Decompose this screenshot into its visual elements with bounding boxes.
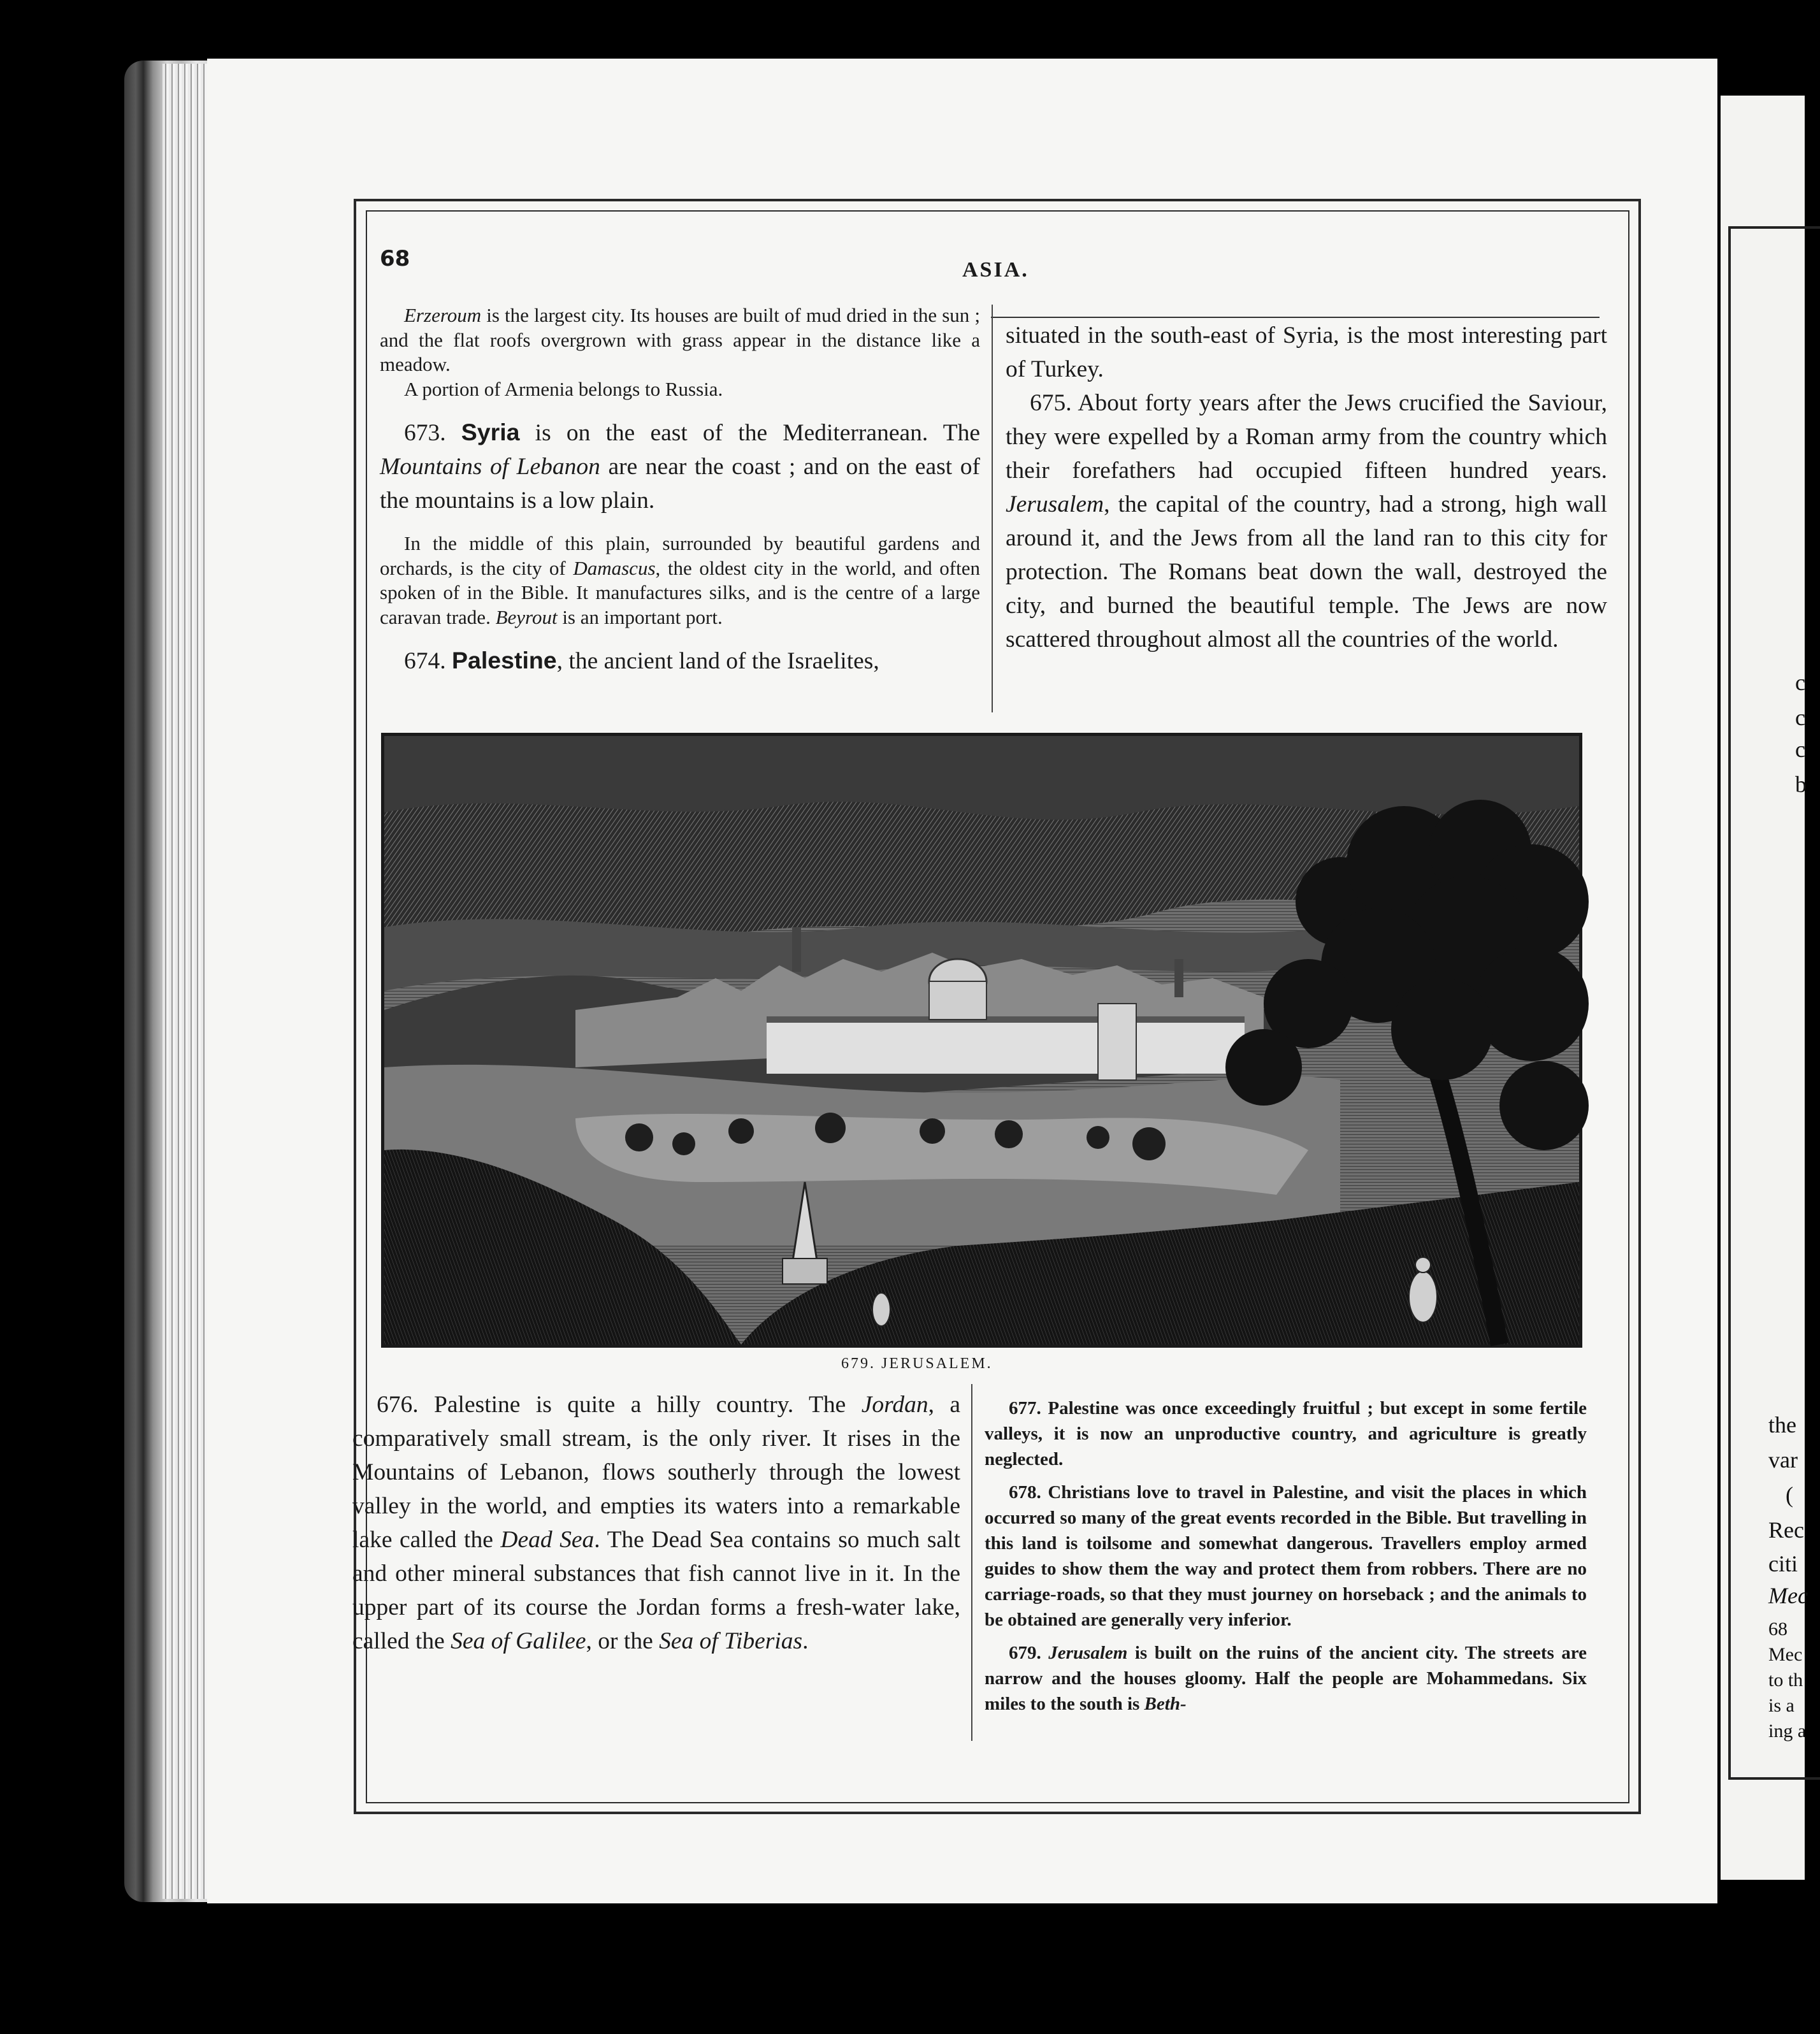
section-677: [985, 1396, 1587, 1472]
italic-term: Dead Sea: [500, 1527, 595, 1553]
italic-term: Jerusalem: [1006, 491, 1104, 517]
paragraph-erzeroum: [380, 303, 980, 377]
engraving-illustration: [384, 736, 1579, 1345]
section-number: 679.: [1009, 1643, 1041, 1663]
column-divider-top: [992, 305, 993, 712]
next-page-fragment: 68: [1768, 1619, 1787, 1640]
next-page-fragment: c: [1795, 670, 1805, 695]
page-number: 68: [380, 246, 410, 271]
next-page-fragment: c: [1795, 737, 1805, 762]
running-head: ASIA.: [962, 258, 1029, 282]
section-heading: Syria: [461, 419, 520, 445]
next-page-fragment: to th: [1768, 1670, 1803, 1691]
paragraph-text: , the ancient land of the Israelites,: [556, 648, 879, 674]
section-number: 673.: [404, 420, 446, 446]
next-page-fragment: is a: [1768, 1695, 1795, 1716]
paragraph-text: is an important port.: [557, 605, 723, 628]
paragraph-damascus: [380, 531, 980, 630]
section-679: [985, 1640, 1587, 1717]
section-number: 676.: [377, 1392, 419, 1418]
header-rule: [991, 317, 1600, 318]
next-page-fragment: c: [1795, 705, 1805, 730]
next-page-fragment: var: [1768, 1447, 1798, 1473]
section-number: 677.: [1009, 1398, 1041, 1418]
italic-term: Beth-: [1144, 1694, 1187, 1714]
figure-caption: 679. JERUSALEM.: [841, 1355, 993, 1372]
paragraph-text: In the middle of this plain, surrounded by beautiful gardens and orchards, is the city of: [380, 532, 980, 579]
paragraph-text: , the oldest city in the world, and often spoken of in the Bible. It manufactures silks, and is the centre of a large caravan trade.: [380, 556, 980, 628]
next-page-fragment: Mec: [1768, 1583, 1808, 1608]
next-page-fragment: the: [1768, 1412, 1796, 1438]
right-column-top: [1006, 319, 1607, 656]
italic-term: Mountains of Lebanon: [380, 454, 600, 480]
paragraph-text: Christians love to travel in Palestine, and visit the places in which occurred so many of the great events recorded in the Bible. But travelling in this land is toilsome and somewhat dangerous. Travellers employ armed guides to show them the way and protect them from robbers. There are no carriage-roads, so that they must journey on horseback ; and the animals to be obtained are generally very inferior.: [985, 1482, 1587, 1630]
paragraph-text: , or the: [586, 1628, 660, 1654]
section-675: [1006, 386, 1607, 656]
section-number: 675.: [1030, 390, 1072, 416]
next-page-fragment: Mec: [1768, 1644, 1803, 1665]
city-name: Damascus: [573, 556, 656, 579]
section-673: [380, 415, 980, 517]
city-name: Erzeroum: [404, 304, 482, 326]
next-page-fragment: (: [1786, 1482, 1793, 1508]
section-number: 678.: [1009, 1482, 1041, 1503]
section-674-continued: situated in the south-east of Syria, is the most interesting part of Turkey.: [1006, 322, 1607, 382]
section-number: 674.: [404, 648, 446, 674]
paragraph-text: , the capital of the country, had a strong, high wall around it, and the Jews from all the land ran to this city for protection. The Romans beat down the wall, destroyed the city, and burned the beautiful temple. The Jews are now scattered throughout almost all the countries of the world.: [1006, 491, 1607, 653]
paragraph-armenia: A portion of Armenia belongs to Russia.: [404, 377, 723, 400]
paragraph-text: Palestine was once exceedingly fruitful ; but except in some fertile valleys, it is now an unproductive country, and agriculture is greatly neglected.: [985, 1398, 1587, 1469]
italic-term: Jordan: [861, 1392, 928, 1418]
section-678: [985, 1480, 1587, 1633]
paragraph-text: . The Dead Sea contains so much salt and other mineral substances that fish cannot live in it. In the upper part of its course the Jordan forms a fresh-water lake, called the: [352, 1527, 960, 1654]
left-column-top: [380, 303, 980, 678]
paragraph-text: .: [802, 1628, 809, 1654]
paragraph-text: is built on the ruins of the ancient city. The streets are narrow and the houses gloomy. Half the people are Mohammedans. Six miles to the south is: [985, 1643, 1587, 1714]
next-page-fragment: Rec: [1768, 1517, 1804, 1543]
column-divider-bottom: [971, 1384, 972, 1741]
page-stack-edges: [162, 64, 210, 1899]
section-674: [380, 644, 980, 678]
paragraph-text: is the largest city. Its houses are built of mud dried in the sun ; and the flat roofs overgrown with grass appear in the distance like a meadow.: [380, 304, 980, 375]
right-column-bottom: [985, 1396, 1587, 1717]
next-page-fragment: ing a: [1768, 1720, 1807, 1742]
next-page-border: [1728, 226, 1820, 1780]
section-heading: Palestine: [452, 647, 557, 674]
next-page-edge: [1721, 96, 1808, 1880]
paragraph-text: About forty years after the Jews crucified the Saviour, they were expelled by a Roman army from the country which their forefathers had occupied fifteen hundred years.: [1006, 390, 1608, 484]
left-column-bottom: [352, 1388, 960, 1658]
next-page-fragment: b: [1795, 772, 1807, 797]
paragraph-text: , a comparatively small stream, is the only river. It rises in the Mountains of Lebanon, flows southerly through the lowest valley in the world, and empties its waters into a remarkable lake called the: [352, 1392, 960, 1553]
italic-term: Sea of Galilee: [451, 1628, 586, 1654]
jerusalem-engraving: [381, 733, 1582, 1348]
italic-term: Sea of Tiberias: [659, 1628, 803, 1654]
next-page-fragment: citi: [1768, 1551, 1798, 1576]
paragraph-text: are near the coast ; and on the east of the mountains is a low plain.: [380, 454, 980, 514]
city-name: Beyrout: [495, 605, 558, 628]
italic-term: Jerusalem: [1048, 1643, 1128, 1663]
paragraph-text: Palestine is quite a hilly country. The: [434, 1392, 862, 1418]
section-676: [352, 1388, 960, 1658]
paragraph-text: is on the east of the Mediterranean. The: [519, 420, 981, 446]
